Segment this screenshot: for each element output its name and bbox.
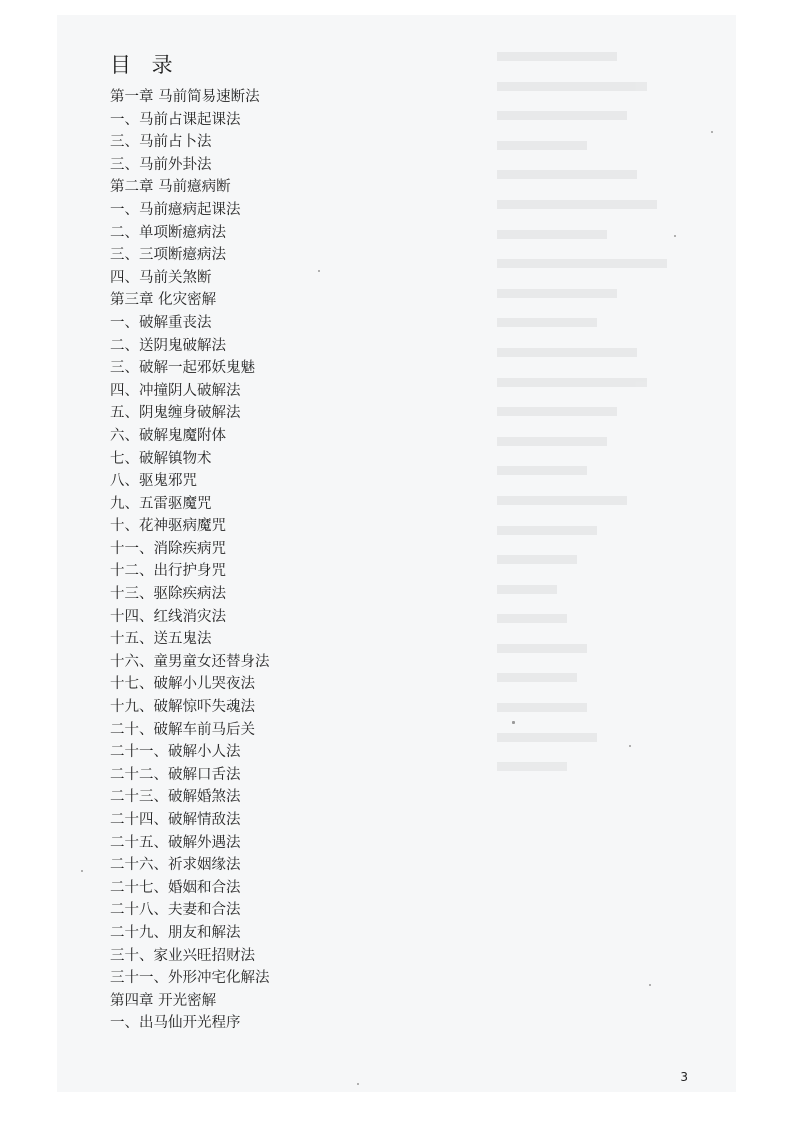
toc-entry: 十二、出行护身咒 [110, 563, 226, 580]
toc-entry: 十五、送五鬼法 [110, 631, 212, 648]
toc-entry: 一、破解重丧法 [110, 314, 212, 331]
toc-entry: 十七、破解小儿哭夜法 [110, 676, 255, 693]
toc-entry: 六、破解鬼魔附体 [110, 427, 226, 444]
toc-entry: 二十三、破解婚煞法 [110, 789, 241, 806]
page-number: 3 [680, 1070, 688, 1084]
toc-entry: 二十六、祈求姻缘法 [110, 857, 241, 874]
toc-entry: 三、马前占卜法 [110, 134, 212, 151]
toc-entry: 二十五、破解外遇法 [110, 834, 241, 851]
document-page [57, 15, 736, 1092]
toc-entry: 二十、破解车前马后关 [110, 721, 255, 738]
toc-entry: 一、马前占课起课法 [110, 111, 241, 128]
toc-entry: 二、送阴鬼破解法 [110, 337, 226, 354]
toc-entry: 七、破解镇物术 [110, 450, 212, 467]
toc-chapter-heading: 第二章 马前癔病断 [110, 179, 231, 196]
toc-entry: 三、三项断癔病法 [110, 247, 226, 264]
toc-entry: 四、马前关煞断 [110, 269, 212, 286]
toc-entry: 三、破解一起邪妖鬼魅 [110, 360, 255, 377]
scan-speck [711, 131, 713, 133]
toc-entry: 三十、家业兴旺招财法 [110, 947, 255, 964]
toc-entry: 三、马前外卦法 [110, 156, 212, 173]
toc-entry: 二十二、破解口舌法 [110, 766, 241, 783]
contents-heading: 目 录 [110, 53, 180, 77]
toc-entry: 二十七、婚姻和合法 [110, 879, 241, 896]
toc-entry: 十三、驱除疾病法 [110, 586, 226, 603]
toc-entry: 五、阴鬼缠身破解法 [110, 405, 241, 422]
toc-entry: 二十一、破解小人法 [110, 744, 241, 761]
toc-entry: 四、冲撞阴人破解法 [110, 382, 241, 399]
scan-speck [81, 870, 83, 872]
toc-entry: 十、花神驱病魔咒 [110, 518, 226, 535]
scan-speck [674, 235, 676, 237]
toc-entry: 十一、消除疾病咒 [110, 540, 226, 557]
toc-entry: 二十四、破解情敌法 [110, 812, 241, 828]
toc-entry: 十六、童男童女还替身法 [110, 653, 270, 670]
toc-entry: 二十八、夫妻和合法 [110, 902, 241, 919]
toc-entry: 一、出马仙开光程序 [110, 1015, 241, 1032]
bleed-through-text [497, 45, 707, 665]
toc-entry: 二十九、朋友和解法 [110, 924, 241, 941]
toc-chapter-heading: 第四章 开光密解 [110, 992, 217, 1009]
scan-speck [357, 1083, 359, 1085]
toc-entry: 十九、破解惊吓失魂法 [110, 699, 255, 716]
scan-speck [318, 270, 320, 272]
table-of-contents [110, 86, 270, 1035]
toc-entry: 八、驱鬼邪咒 [110, 473, 197, 490]
toc-entry: 十四、红线消灾法 [110, 608, 226, 625]
toc-chapter-heading: 第三章 化灾密解 [110, 292, 217, 309]
toc-entry: 二、单项断癔病法 [110, 224, 226, 241]
toc-chapter-heading: 第一章 马前简易速断法 [110, 89, 260, 105]
scan-speck [649, 984, 651, 986]
scan-speck [512, 721, 515, 724]
scan-speck [629, 745, 631, 747]
toc-entry: 一、马前癔病起课法 [110, 201, 241, 218]
toc-entry: 九、五雷驱魔咒 [110, 495, 212, 512]
toc-entry: 三十一、外形冲宅化解法 [110, 970, 270, 987]
